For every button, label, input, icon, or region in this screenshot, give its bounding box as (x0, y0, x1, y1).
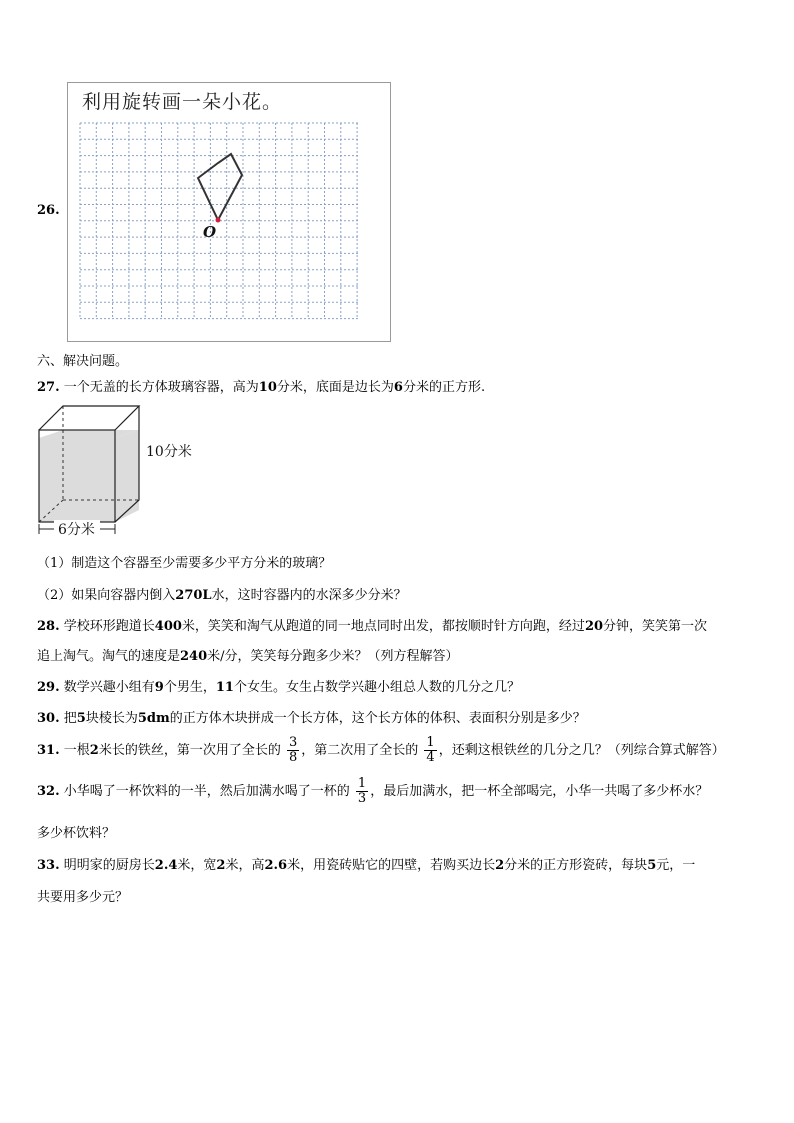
water-front (39, 438, 115, 522)
question-28-line-1: 28. 学校环形跑道长400米，笑笑和淘气从跑道的同一地点同时出发，都按顺时针方向跑，经过20分钟，笑笑第一次 (37, 619, 708, 634)
fraction-1-3: $\frac{1}{3}$ (357, 776, 367, 806)
q27-volume: 270L (175, 588, 212, 603)
question-28-line-2: 追上淘气。淘气的速度是240米/分，笑笑每分跑多少米？（列方程解答） (37, 649, 459, 664)
width-label: 6分米 (58, 522, 95, 538)
q27-sub1: （1）制造这个容器至少需要多少平方分米的玻璃？ (37, 556, 332, 571)
q27-text-a: 一个无盖的长方体玻璃容器，高为 (63, 380, 259, 395)
kite-shape (198, 154, 242, 220)
q27-height: 10 (258, 380, 277, 395)
question-32-line-2: 多少杯饮料？ (37, 826, 116, 841)
grid-svg (68, 83, 390, 341)
grid-title: 利用旋转画一朵小花。 (82, 91, 283, 113)
q27-sub2: （2）如果向容器内倒入270L水，这时容器内的水深多少分米？ (37, 588, 407, 603)
question-33-line-2: 共要用多少元？ (37, 890, 129, 905)
question-number-28: 28. (37, 619, 60, 634)
question-number-26: 26. (37, 203, 60, 218)
fraction-3-8: $\frac{3}{8}$ (288, 735, 298, 765)
question-number-31: 31. (37, 743, 60, 758)
question-number-30: 30. (37, 711, 60, 726)
question-27-text (37, 376, 485, 395)
question-number-33: 33. (37, 858, 60, 873)
point-label: O (203, 223, 217, 241)
container-diagram (34, 400, 214, 540)
q27-text-c: 分米的正方形. (402, 380, 486, 395)
question-number-29: 29. (37, 680, 60, 695)
rotation-point (216, 218, 221, 223)
question-30: 30. 把5块棱长为5dm的正方体木块拼成一个长方体，这个长方体的体积、表面积分别是多少？ (37, 711, 586, 726)
question-number-32: 32. (37, 784, 60, 799)
question-29: 29. 数学兴趣小组有9个男生，11个女生。女生占数学兴趣小组总人数的几分之几？ (37, 680, 520, 695)
section-title: 六、解决问题。 (37, 354, 129, 369)
fraction-1-4: $\frac{1}{4}$ (426, 735, 435, 765)
water-side (115, 430, 139, 522)
question-31: 31. 一根2米长的铁丝，第一次用了全长的 $\frac{3}{8}$ ，第二次用了全长的 $\frac{1}{4}$ ，还剩这根铁丝的几分之几？（列综合算式解答） (37, 735, 725, 765)
question-33-line-1: 33. 明明家的厨房长2.4米，宽2米，高2.6米，用瓷砖贴它的四壁，若购买边长2分米的正方形瓷砖，每块5元，一 (37, 858, 696, 873)
top-edges (39, 406, 139, 430)
question-number-27: 27. (37, 380, 60, 395)
q27-text-b: 分米，底面是边长为 (276, 380, 394, 395)
q27-width: 6 (393, 380, 403, 395)
rotation-grid-figure (67, 82, 391, 342)
height-label: 10分米 (146, 444, 192, 460)
question-32-line-1: 32. 小华喝了一杯饮料的一半，然后加满水喝了一杯的 $\frac{1}{3}$ ，最后加满水，把一杯全部喝完，小华一共喝了多少杯水？ (37, 776, 709, 806)
